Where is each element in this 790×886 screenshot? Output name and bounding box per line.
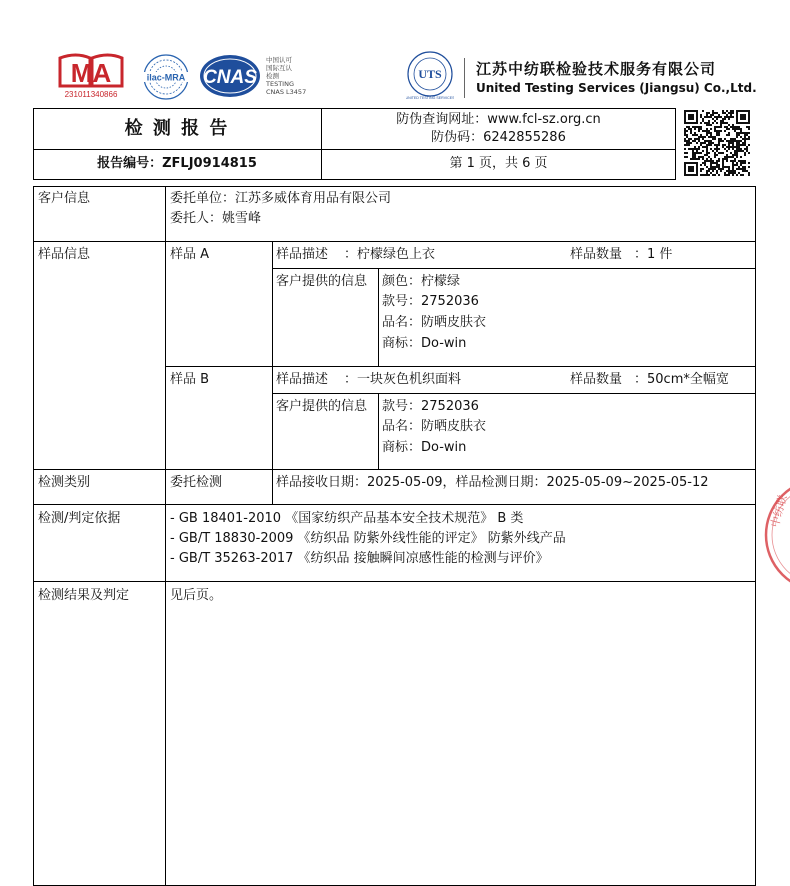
- sample-b-qty-label: 样品数量: [570, 372, 623, 387]
- test-type-value: 委托检测: [170, 475, 223, 490]
- entrust-unit: 委托单位：江苏多威体育用品有限公司: [170, 191, 392, 206]
- sample-a-qty-value: ：1 件: [634, 247, 673, 262]
- sample-a-provided-line: 款号：2752036: [382, 294, 479, 309]
- sample-b-desc-value: ：一块灰色机织面料: [344, 372, 462, 387]
- title-block-divider: [33, 149, 676, 150]
- row-sep: [33, 581, 756, 582]
- report-title: 检 测 报 告: [124, 118, 230, 139]
- uts-label: UTS: [418, 67, 442, 81]
- cnas-line: 检测: [266, 72, 279, 80]
- sample-a-desc-label: 样品描述: [276, 247, 329, 262]
- seal-text: 中纺联: [768, 493, 790, 529]
- cnas-line: TESTING: [266, 80, 294, 88]
- sample-a-qty-label: 样品数量: [570, 247, 623, 262]
- result-value: 见后页。: [170, 588, 223, 603]
- sample-a-name: 样品 A: [170, 247, 210, 262]
- report-number: 报告编号：ZFLJ0914815: [97, 156, 257, 171]
- basis-item: - GB 18401-2010 《国家纺织产品基本安全技术规范》 B 类: [170, 511, 524, 526]
- row-sep: [33, 504, 756, 505]
- cnas-label: CNAS: [203, 67, 257, 88]
- sample-b-provided-line: 品名：防晒皮肤衣: [382, 419, 487, 434]
- verify-url: 防伪查询网址：www.fcl-sz.org.cn: [396, 112, 601, 127]
- row-sep: [33, 469, 756, 470]
- col-sep: [378, 268, 379, 366]
- basis-item: - GB/T 18830-2009 《纺织品 防紫外线性能的评定》 防紫外线产品: [170, 531, 566, 546]
- cnas-line: 国际互认: [266, 64, 292, 72]
- sample-info-label: 样品信息: [38, 247, 91, 262]
- basis-label: 检测/判定依据: [38, 511, 121, 526]
- row-sep: [165, 366, 756, 367]
- col-sep: [272, 241, 273, 504]
- cnas-line: CNAS L3457: [266, 88, 307, 96]
- cnas-accreditation-text: [266, 56, 306, 96]
- company-seal-icon: [764, 470, 790, 600]
- sample-a-provided-line: 颜色：柠檬绿: [382, 274, 461, 289]
- uts-sub: UNITED TESTING SERVICES: [406, 96, 454, 100]
- row-sep: [272, 393, 756, 394]
- page-indicator: 第 1 页，共 6 页: [449, 156, 548, 171]
- row-sep: [33, 241, 756, 242]
- entrust-person: 委托人：姚雪峰: [170, 211, 262, 226]
- ilac-label: ilac-MRA: [146, 72, 186, 83]
- ilac-mra-logo: [138, 52, 194, 102]
- verify-code: 防伪码：6242855286: [431, 130, 566, 145]
- sample-a-provided-line: 品名：防晒皮肤衣: [382, 315, 487, 330]
- row-sep: [272, 268, 756, 269]
- sample-a-desc-value: ：柠檬绿色上衣: [344, 247, 436, 262]
- sample-a-provided-line: 商标：Do-win: [382, 336, 467, 351]
- uts-logo: [406, 50, 454, 102]
- result-label: 检测结果及判定: [38, 588, 130, 603]
- client-info-label: 客户信息: [38, 191, 91, 206]
- col-sep: [378, 393, 379, 469]
- company-name-en: United Testing Services (Jiangsu) Co.,Ltd.: [476, 81, 757, 95]
- sample-b-qty-value: ：50cm*全幅宽: [634, 372, 729, 387]
- sample-a-provided-label: 客户提供的信息: [276, 274, 368, 289]
- cnas-line: 中国认可: [266, 56, 292, 64]
- sample-b-name: 样品 B: [170, 372, 210, 387]
- test-dates: 样品接收日期：2025-05-09，样品检测日期：2025-05-09~2025-05-12: [276, 475, 709, 490]
- header-divider: [464, 58, 465, 98]
- sample-b-desc-label: 样品描述: [276, 372, 329, 387]
- company-name-cn: 江苏中纺联检验技术服务有限公司: [476, 60, 717, 78]
- cma-label: MA: [70, 58, 112, 88]
- basis-item: - GB/T 35263-2017 《纺织品 接触瞬间凉感性能的检测与评价》: [170, 551, 549, 566]
- cnas-logo: [198, 52, 262, 100]
- qr-code-icon: [684, 110, 750, 176]
- sample-b-provided-line: 商标：Do-win: [382, 440, 467, 455]
- sample-b-provided-label: 客户提供的信息: [276, 399, 368, 414]
- test-type-label: 检测类别: [38, 475, 91, 490]
- col-sep: [165, 186, 166, 886]
- cma-logo: [56, 52, 126, 100]
- cma-number: 231011340866: [64, 90, 118, 99]
- sample-b-provided-line: 款号：2752036: [382, 399, 479, 414]
